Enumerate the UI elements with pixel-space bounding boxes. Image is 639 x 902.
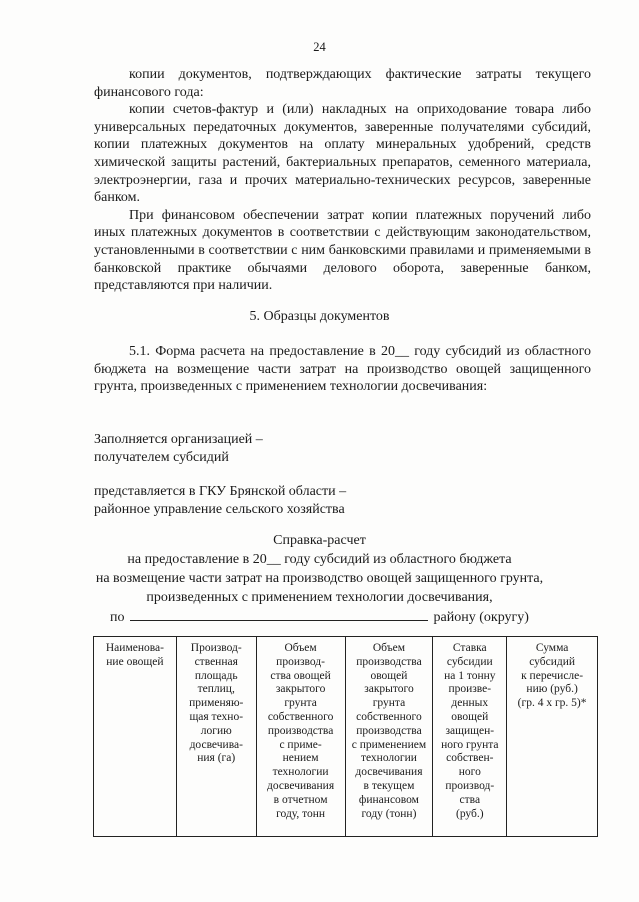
header-text: Объем производства овощей закрытого грунта собственного производства с применением технологии досвечивания в текущем финансовом году (тонн) xyxy=(351,642,427,820)
paragraph: копии документов, подтверждающих фактические затраты текущего финансового года: xyxy=(94,67,591,100)
certificate-line: на предоставление в 20__ году субсидий из областного бюджета xyxy=(127,552,512,567)
district-blank xyxy=(130,607,428,621)
district-suffix: району (округу) xyxy=(433,610,529,625)
calculation-table xyxy=(93,636,598,837)
table-header-row xyxy=(94,637,598,837)
header-text: Наименова- ние овощей xyxy=(105,642,164,668)
submit-line: районное управление сельского хозяйства xyxy=(94,502,345,517)
filler-note xyxy=(94,431,263,467)
certificate-heading xyxy=(0,531,639,627)
paragraph: При финансовом обеспечении затрат копии платежных поручений либо иных платежных документов в соответствии с действующим законодательством, установленными в соответствии с ним банковскими правилами и применяемыми в банковской практике обычаями делового оборота, заверенные банком, представляются при наличии. xyxy=(94,207,591,294)
table-header-cell xyxy=(507,637,598,837)
paragraph: копии счетов-фактур и (или) накладных на оприходование товара либо универсальных передаточных документов, заверенные получателями субсидий, копии платежных документов на оплату минеральных удобрений, средств химической защиты растений, бактериальных препаратов, семенного материала, электроэнергии, газа и прочих материально-технических ресурсов, заверенные банком. xyxy=(94,102,591,206)
paragraph-5-1: 5.1. Форма расчета на предоставление в 20__ году субсидий из областного бюджета на возмещение части затрат на производство овощей защищенного грунта, произведенных с применением технологии досвечивания: xyxy=(94,344,591,395)
district-prefix: по xyxy=(110,610,125,625)
filler-line: получателем субсидий xyxy=(94,450,229,465)
filler-line: Заполняется организацией – xyxy=(94,432,263,447)
header-text: Объем производ- ства овощей закрытого грунта собственного производства с приме- нением технологии досвечивания в отчетном году, тонн xyxy=(267,642,335,820)
submit-to-note xyxy=(94,483,346,519)
header-text: Производ- ственная площадь теплиц, применяю- щая техно- логию досвечива- ния (га) xyxy=(189,642,244,765)
table-header-cell xyxy=(176,637,256,837)
table-header-cell xyxy=(345,637,433,837)
header-text: Ставка субсидии на 1 тонну произве- денных овощей защищен- ного грунта собствен- ного производ- ства (руб.) xyxy=(441,642,499,820)
table-header-cell xyxy=(256,637,345,837)
certificate-title: Справка-расчет xyxy=(273,533,366,548)
submit-line: представляется в ГКУ Брянской области – xyxy=(94,484,347,499)
header-text: Сумма субсидий к перечисле- нию (руб.) (гр. 4 х гр. 5)* xyxy=(517,642,587,710)
table-header-cell xyxy=(94,637,177,837)
district-line xyxy=(0,607,639,627)
body-text xyxy=(94,66,591,295)
section-title: 5. Образцы документов xyxy=(249,309,390,324)
certificate-line: на возмещение части затрат на производство овощей защищенного грунта, xyxy=(95,571,544,586)
table-header-cell xyxy=(433,637,507,837)
page-number: 24 xyxy=(313,40,326,54)
certificate-line: произведенных с применением технологии досвечивания, xyxy=(146,590,493,605)
